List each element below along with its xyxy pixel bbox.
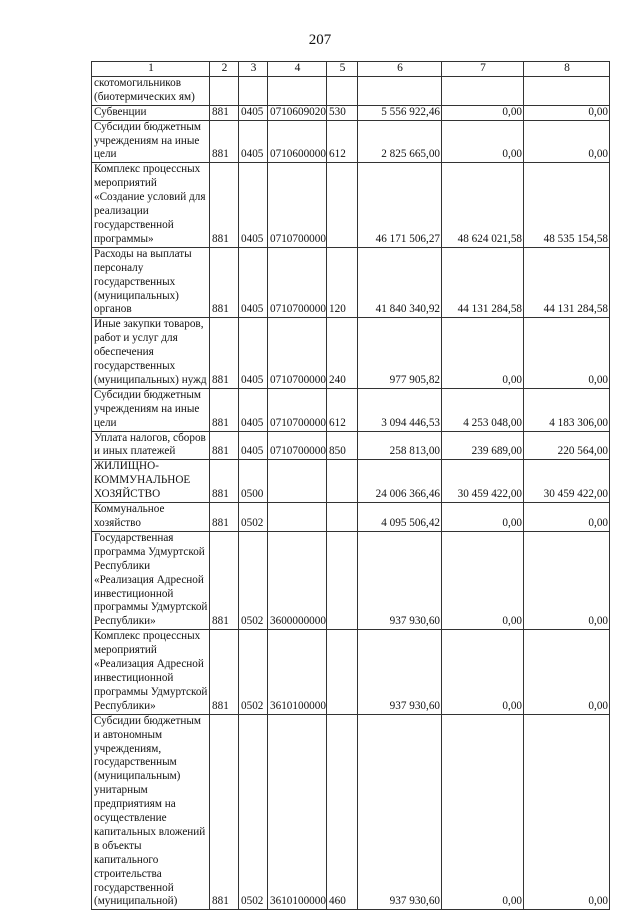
code-expense: 530 [327, 105, 358, 120]
budget-table [91, 61, 610, 910]
amount-year-1: 937 930,60 [358, 714, 442, 910]
code-section: 0405 [239, 120, 268, 163]
code-expense [327, 163, 358, 247]
amount-year-1 [358, 76, 442, 105]
row-name: скотомогильников (биотермических ям) [92, 76, 210, 105]
amount-year-3: 4 183 306,00 [524, 388, 610, 431]
amount-year-1: 5 556 922,46 [358, 105, 442, 120]
code-expense: 612 [327, 388, 358, 431]
code-section [239, 76, 268, 105]
code-target [268, 460, 327, 503]
header-col-8: 8 [524, 62, 610, 77]
amount-year-3: 0,00 [524, 318, 610, 389]
code-target: 0710700000 [268, 163, 327, 247]
code-admin: 881 [210, 247, 239, 318]
code-admin: 881 [210, 630, 239, 714]
page-number: 207 [308, 32, 332, 48]
amount-year-3: 0,00 [524, 120, 610, 163]
code-section: 0502 [239, 503, 268, 532]
amount-year-2: 0,00 [442, 503, 524, 532]
amount-year-2: 4 253 048,00 [442, 388, 524, 431]
code-expense: 850 [327, 431, 358, 460]
code-section: 0502 [239, 630, 268, 714]
code-section: 0405 [239, 247, 268, 318]
amount-year-3: 220 564,00 [524, 431, 610, 460]
code-admin: 881 [210, 460, 239, 503]
amount-year-3: 0,00 [524, 714, 610, 910]
table-row [92, 247, 610, 318]
code-expense [327, 460, 358, 503]
code-admin: 881 [210, 531, 239, 629]
amount-year-2 [442, 76, 524, 105]
code-admin: 881 [210, 714, 239, 910]
header-row [92, 62, 610, 77]
code-expense: 612 [327, 120, 358, 163]
amount-year-2: 0,00 [442, 318, 524, 389]
code-expense [327, 503, 358, 532]
amount-year-2: 0,00 [442, 105, 524, 120]
code-section: 0405 [239, 163, 268, 247]
code-expense: 120 [327, 247, 358, 318]
row-name: Иные закупки товаров, работ и услуг для обеспечения государственных (муниципальных) нужд [92, 318, 210, 389]
code-section: 0405 [239, 388, 268, 431]
amount-year-1: 977 905,82 [358, 318, 442, 389]
code-target [268, 76, 327, 105]
code-section: 0500 [239, 460, 268, 503]
amount-year-1: 24 006 366,46 [358, 460, 442, 503]
table-row [92, 531, 610, 629]
table-row [92, 105, 610, 120]
table-row [92, 460, 610, 503]
row-name: Комплекс процессных мероприятий «Реализация Адресной инвестиционной программы Удмуртской Республики» [92, 630, 210, 714]
amount-year-1: 937 930,60 [358, 630, 442, 714]
code-expense [327, 531, 358, 629]
amount-year-3: 0,00 [524, 503, 610, 532]
code-admin [210, 76, 239, 105]
table-row [92, 431, 610, 460]
amount-year-3: 44 131 284,58 [524, 247, 610, 318]
table-row [92, 388, 610, 431]
header-col-5: 5 [327, 62, 358, 77]
row-name: Комплекс процессных мероприятий «Создание условий для реализации государственной программы» [92, 163, 210, 247]
code-target: 3610100000 [268, 630, 327, 714]
code-admin: 881 [210, 105, 239, 120]
code-target: 3600000000 [268, 531, 327, 629]
table-row [92, 163, 610, 247]
amount-year-1: 3 094 446,53 [358, 388, 442, 431]
amount-year-1: 41 840 340,92 [358, 247, 442, 318]
row-name: Субвенции [92, 105, 210, 120]
row-name: Государственная программа Удмуртской Республики «Реализация Адресной инвестиционной программы Удмуртской Республики» [92, 531, 210, 629]
amount-year-2: 30 459 422,00 [442, 460, 524, 503]
header-col-6: 6 [358, 62, 442, 77]
row-name: Субсидии бюджетным и автономным учреждениям, государственным (муниципальным) унитарным предприятиям на осуществление капитальных вложений в объекты капитального строительства государственной (муниципальной) [92, 714, 210, 910]
code-target: 3610100000 [268, 714, 327, 910]
header-col-3: 3 [239, 62, 268, 77]
code-target: 0710700000 [268, 247, 327, 318]
code-admin: 881 [210, 431, 239, 460]
amount-year-2: 0,00 [442, 630, 524, 714]
header-col-2: 2 [210, 62, 239, 77]
row-name: Коммунальное хозяйство [92, 503, 210, 532]
amount-year-2: 239 689,00 [442, 431, 524, 460]
code-section: 0405 [239, 318, 268, 389]
amount-year-3: 48 535 154,58 [524, 163, 610, 247]
row-name: Уплата налогов, сборов и иных платежей [92, 431, 210, 460]
code-admin: 881 [210, 388, 239, 431]
code-expense [327, 630, 358, 714]
amount-year-1: 937 930,60 [358, 531, 442, 629]
header-col-1: 1 [92, 62, 210, 77]
code-target: 0710609020 [268, 105, 327, 120]
amount-year-3: 0,00 [524, 630, 610, 714]
code-admin: 881 [210, 163, 239, 247]
amount-year-3: 0,00 [524, 531, 610, 629]
code-admin: 881 [210, 503, 239, 532]
row-name: ЖИЛИЩНО-КОММУНАЛЬНОЕ ХОЗЯЙСТВО [92, 460, 210, 503]
table-row [92, 503, 610, 532]
amount-year-2: 44 131 284,58 [442, 247, 524, 318]
amount-year-3 [524, 76, 610, 105]
code-target: 0710700000 [268, 388, 327, 431]
amount-year-2: 0,00 [442, 714, 524, 910]
row-name: Субсидии бюджетным учреждениям на иные цели [92, 120, 210, 163]
amount-year-3: 0,00 [524, 105, 610, 120]
header-col-7: 7 [442, 62, 524, 77]
code-admin: 881 [210, 318, 239, 389]
amount-year-2: 0,00 [442, 531, 524, 629]
code-expense [327, 76, 358, 105]
table-row [92, 76, 610, 105]
code-target [268, 503, 327, 532]
code-section: 0405 [239, 431, 268, 460]
table-row [92, 318, 610, 389]
row-name: Субсидии бюджетным учреждениям на иные цели [92, 388, 210, 431]
amount-year-1: 258 813,00 [358, 431, 442, 460]
code-section: 0405 [239, 105, 268, 120]
code-target: 0710700000 [268, 318, 327, 389]
code-section: 0502 [239, 531, 268, 629]
code-target: 0710700000 [268, 431, 327, 460]
row-name: Расходы на выплаты персоналу государственных (муниципальных) органов [92, 247, 210, 318]
code-expense: 240 [327, 318, 358, 389]
amount-year-2: 0,00 [442, 120, 524, 163]
amount-year-2: 48 624 021,58 [442, 163, 524, 247]
code-expense: 460 [327, 714, 358, 910]
code-target: 0710600000 [268, 120, 327, 163]
amount-year-1: 46 171 506,27 [358, 163, 442, 247]
code-section: 0502 [239, 714, 268, 910]
amount-year-3: 30 459 422,00 [524, 460, 610, 503]
table-row [92, 714, 610, 910]
header-col-4: 4 [268, 62, 327, 77]
code-admin: 881 [210, 120, 239, 163]
amount-year-1: 4 095 506,42 [358, 503, 442, 532]
table-row [92, 630, 610, 714]
table-row [92, 120, 610, 163]
amount-year-1: 2 825 665,00 [358, 120, 442, 163]
